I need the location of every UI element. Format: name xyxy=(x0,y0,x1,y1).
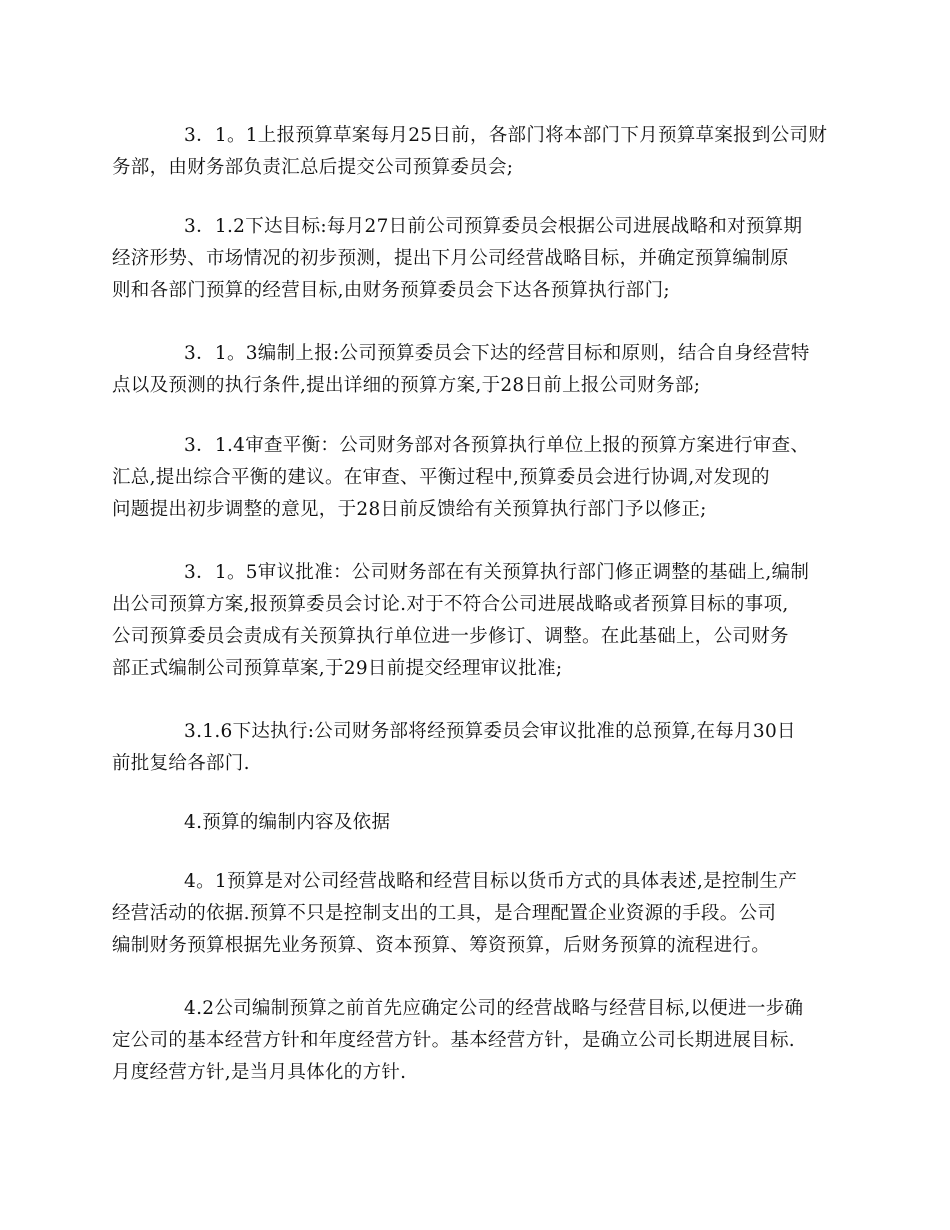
text-line: 4。1预算是对公司经营战略和经营目标以货币方式的具体表述,是控制生产 xyxy=(184,871,798,892)
text-line: 问题提出初步调整的意见，于28日前反馈给有关预算执行部门予以修正; xyxy=(112,499,707,520)
section-heading: 4.预算的编制内容及依据 xyxy=(184,812,391,833)
text-line: 3．1.4审查平衡：公司财务部对各预算执行单位上报的预算方案进行审查、 xyxy=(184,435,810,456)
section-heading-4 xyxy=(112,807,390,839)
text-line: 出公司预算方案,报预算委员会讨论.对于不符合公司进展战略或者预算目标的事项, xyxy=(112,594,789,615)
paragraph-3-1-2 xyxy=(112,211,802,307)
text-line: 经营活动的依据.预算不只是控制支出的工具，是合理配置企业资源的手段。公司 xyxy=(112,903,777,924)
text-line: 3．1.2下达目标:每月27日前公司预算委员会根据公司进展战略和对预算期 xyxy=(184,216,803,237)
text-line: 则和各部门预算的经营目标,由财务预算委员会下达各预算执行部门; xyxy=(112,280,670,301)
text-line: 月度经营方针,是当月具体化的方针. xyxy=(112,1062,407,1083)
text-line: 前批复给各部门. xyxy=(112,753,250,774)
text-line: 汇总,提出综合平衡的建议。在审查、平衡过程中,预算委员会进行协调,对发现的 xyxy=(112,467,770,488)
text-line: 3.1.6下达执行:公司财务部将经预算委员会审议批准的总预算,在每月30日 xyxy=(184,721,796,742)
text-line: 经济形势、市场情况的初步预测，提出下月公司经营战略目标，并确定预算编制原 xyxy=(112,248,789,269)
paragraph-4-1 xyxy=(112,866,797,962)
text-line: 公司预算委员会责成有关预算执行单位进一步修订、调整。在此基础上，公司财务 xyxy=(112,626,789,647)
text-line: 3．1。1上报预算草案每月25日前，各部门将本部门下月预算草案报到公司财 xyxy=(184,125,828,146)
paragraph-3-1-1 xyxy=(112,120,827,184)
paragraph-3-1-6 xyxy=(112,716,796,780)
paragraph-3-1-5 xyxy=(112,557,809,685)
paragraph-3-1-3 xyxy=(112,338,810,402)
text-line: 编制财务预算根据先业务预算、资本预算、筹资预算，后财务预算的流程进行。 xyxy=(112,935,771,956)
paragraph-4-2 xyxy=(112,993,803,1089)
text-line: 4.2公司编制预算之前首先应确定公司的经营战略与经营目标,以便进一步确 xyxy=(184,998,804,1019)
text-line: 3．1。3编制上报:公司预算委员会下达的经营目标和原则，结合自身经营特 xyxy=(184,343,810,364)
text-line: 点以及预测的执行条件,提出详细的预算方案,于28日前上报公司财务部; xyxy=(112,375,701,396)
text-line: 部正式编制公司预算草案,于29日前提交经理审议批准; xyxy=(112,658,563,679)
text-line: 务部，由财务部负责汇总后提交公司预算委员会; xyxy=(112,157,514,178)
paragraph-3-1-4 xyxy=(112,430,809,526)
text-line: 3．1。5审议批准：公司财务部在有关预算执行部门修正调整的基础上,编制 xyxy=(184,562,810,583)
text-line: 定公司的基本经营方针和年度经营方针。基本经营方针，是确立公司长期进展目标. xyxy=(112,1030,795,1051)
